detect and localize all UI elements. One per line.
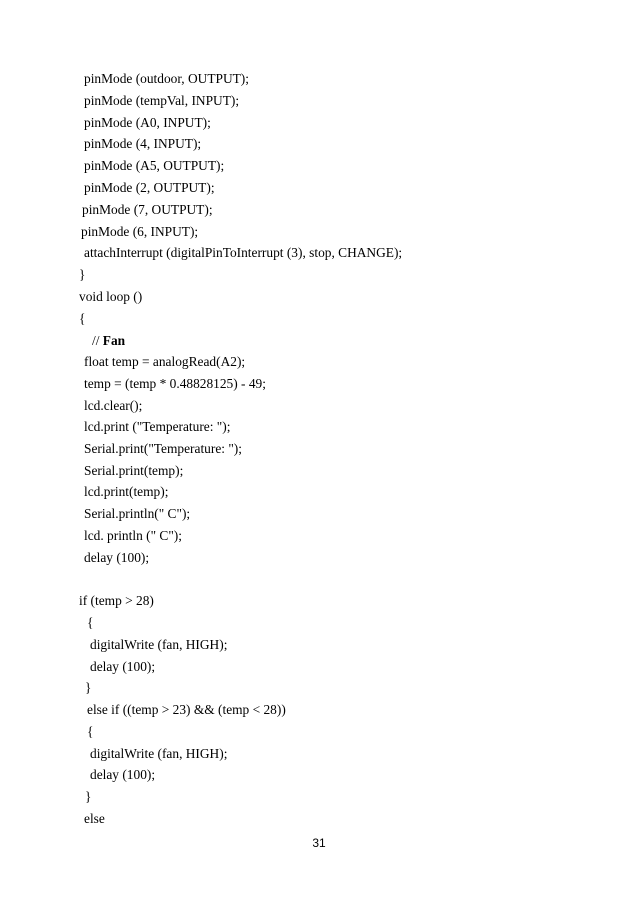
code-line: {	[79, 311, 86, 326]
code-line: lcd.print ("Temperature: ");	[84, 419, 231, 434]
code-line: {	[87, 615, 94, 630]
code-line: }	[85, 789, 92, 804]
code-line: {	[87, 724, 94, 739]
code-line: pinMode (outdoor, OUTPUT);	[84, 71, 249, 86]
code-line: if (temp > 28)	[79, 593, 154, 608]
code-line: else if ((temp > 23) && (temp < 28))	[87, 702, 286, 717]
code-line: pinMode (7, OUTPUT);	[82, 202, 213, 217]
code-line: }	[85, 680, 92, 695]
code-line: lcd. println (" C");	[84, 528, 182, 543]
code-line: pinMode (2, OUTPUT);	[84, 180, 215, 195]
code-line: pinMode (A5, OUTPUT);	[84, 158, 225, 173]
code-line: digitalWrite (fan, HIGH);	[90, 637, 228, 652]
code-line: pinMode (6, INPUT);	[81, 224, 199, 239]
code-line: digitalWrite (fan, HIGH);	[90, 746, 228, 761]
code-line: float temp = analogRead(A2);	[84, 354, 246, 369]
code-line: pinMode (A0, INPUT);	[84, 115, 211, 130]
code-line: delay (100);	[84, 550, 150, 565]
code-line: void loop ()	[79, 289, 143, 304]
code-line: delay (100);	[90, 767, 156, 782]
code-line: Serial.println(" C");	[84, 506, 191, 521]
code-line: else	[84, 811, 105, 826]
code-line: attachInterrupt (digitalPinToInterrupt (3), stop, CHANGE);	[84, 245, 403, 260]
code-line: delay (100);	[90, 659, 156, 674]
code-line: Serial.print(temp);	[84, 463, 184, 478]
code-line: Serial.print("Temperature: ");	[84, 441, 242, 456]
code-line: temp = (temp * 0.48828125) - 49;	[84, 376, 266, 391]
code-line: }	[79, 267, 86, 282]
section-heading-fan	[92, 333, 125, 348]
code-line: pinMode (4, INPUT);	[84, 136, 202, 151]
page-number: 31	[312, 836, 326, 850]
heading-text: Fan	[102, 333, 126, 348]
code-line: lcd.clear();	[84, 398, 143, 413]
code-line: pinMode (tempVal, INPUT);	[84, 93, 240, 108]
code-line: lcd.print(temp);	[84, 484, 169, 499]
comment-marker: //	[92, 333, 103, 348]
